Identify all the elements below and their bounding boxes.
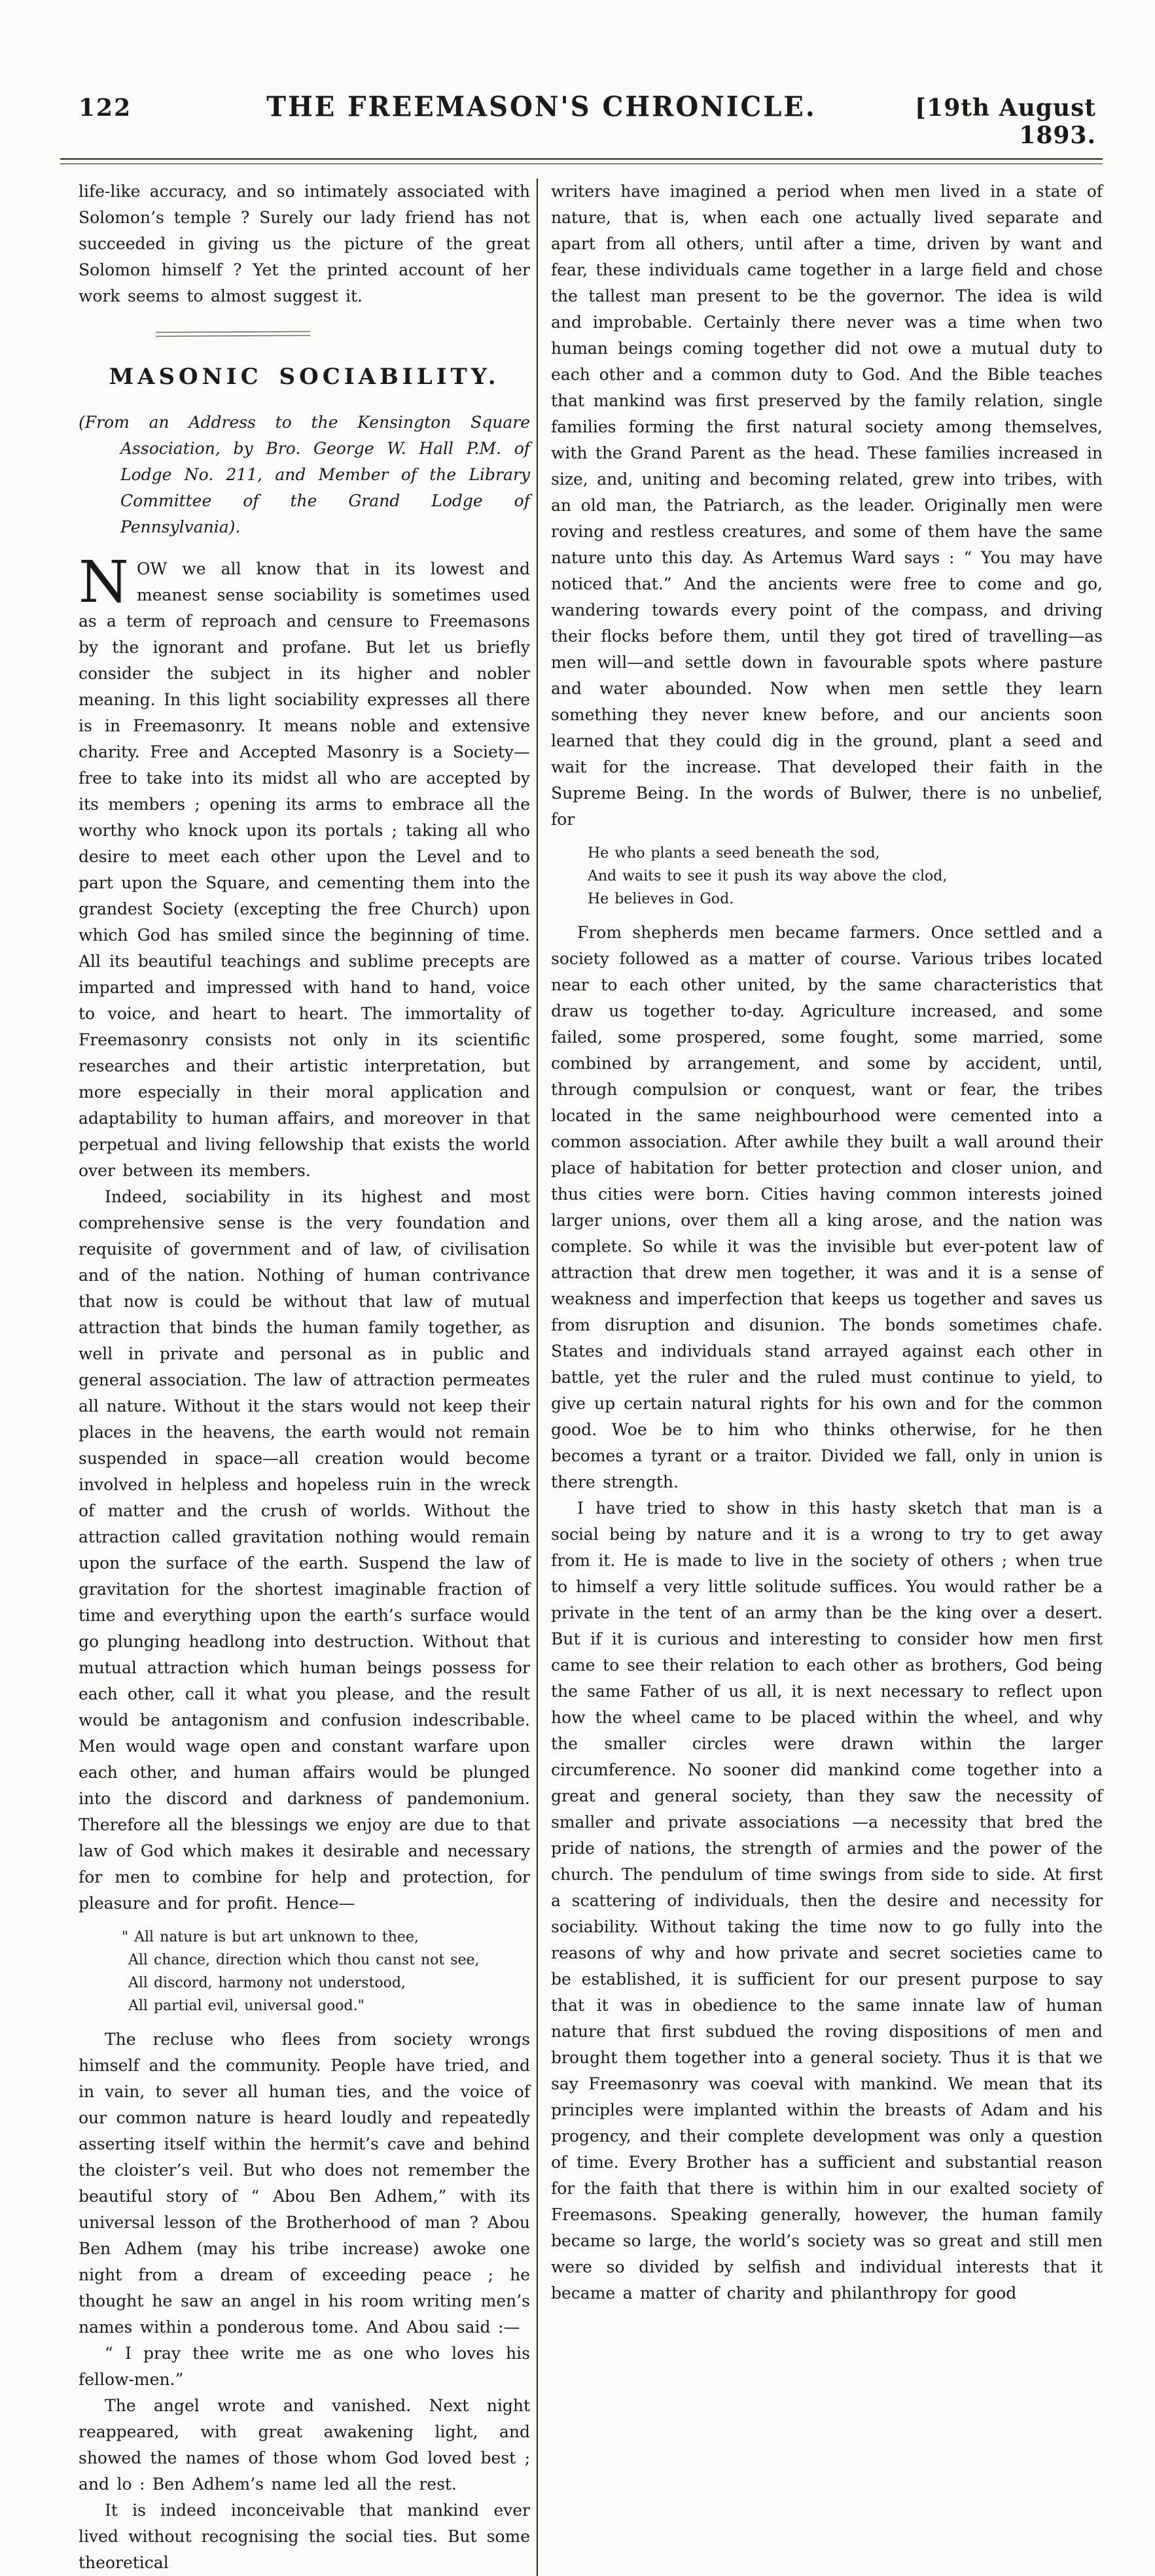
- verse-quote-bulwer: [588, 842, 1103, 911]
- verse-line: All discord, harmony not understood,: [128, 1975, 406, 1991]
- left-column: [60, 179, 530, 2576]
- verse-line: " All nature is but art unknown to thee,: [122, 1929, 419, 1945]
- verse-line: And waits to see it push its way above the clod,: [588, 868, 948, 884]
- column-divider-rule: [537, 179, 538, 2576]
- issue-date: [19th August 1893.: [915, 94, 1096, 149]
- masthead-title: THE FREEMASON'S CHRONICLE.: [266, 90, 817, 124]
- drop-cap-letter: N: [79, 548, 129, 616]
- article-paragraph: It is indeed inconceivable that mankind ever lived without recognising the social ties. But some theoretical: [79, 2501, 530, 2572]
- verse-line: All chance, direction which thou canst not see,: [128, 1952, 480, 1968]
- running-head: [60, 92, 1103, 149]
- article-paragraph: From shepherds men became farmers. Once settled and a society followed as a matter of course. Various tribes located near to each other united, by the same characteristics that draw us together to-day. Agriculture increased, and some failed, some prospered, some fought, some married, some combined by arrangement, and some by accident, until, through compulsion or conquest, want or fear, the tribes located in the same neighbourhood were cemented into a common association. After awhile they built a wall around their place of habitation for better protection and closer union, and thus cities were born. Cities having common interests joined larger unions, over them all a king arose, and the nation was complete. So while it was the invisible but ever-potent law of attraction that drew men together, it was and it is a sense of weakness and imperfection that keeps us together and saves us from disruption and disunion. The bonds sometimes chafe. States and individuals stand arrayed against each other in battle, yet the ruler and the ruled must continue to yield, to give up certain natural rights for his own and for the common good. Woe be to him who thinks otherwise, for he then becomes a tyrant or a traitor. Divided we fall, only in union is there strength.: [551, 923, 1103, 1491]
- column-layout: [60, 179, 1103, 2576]
- header-rule: [60, 158, 1103, 164]
- paragraph-text: OW we all know that in its lowest and meanest sense sociability is sometimes used as a term of reproach and censure to Freemasons by the ignorant and profane. But let us briefly consider the subject in its higher and nobler meaning. In this light sociability expresses all there is in Freemasonry. It means noble and extensive charity. Free and Accepted Masonry is a Society—free to take into its midst all who are accepted by its members ; opening its arms to embrace all the worthy who knock upon its portals ; taking all who desire to meet each other upon the Level and to part upon the Square, and cementing them into the grandest Society (excepting the free Church) upon which God has smiled since the beginning of time. All its beautiful teachings and sublime precepts are imparted and impressed with hand to hand, voice to voice, and heart to heart. The immortality of Freemasonry consists not only in its scientific researches and their artistic interpretation, but more especially in their moral application and adaptability to human affairs, and moreover in that perpetual and living fellowship that exists the world over between its members.: [79, 559, 530, 1180]
- article-paragraph-dropcap: [79, 548, 530, 1184]
- verse-line: All partial evil, universal good.": [128, 1998, 364, 2014]
- article-heading: MASONIC SOCIABILITY.: [109, 364, 500, 390]
- article-byline: (From an Address to the Kensington Square Association, by Bro. George W. Hall P.M. of Lodge No. 211, and Member of the Library Committee of the Grand Lodge of Pennsylvania).: [79, 413, 530, 536]
- article-paragraph: The angel wrote and vanished. Next night reappeared, with great awakening light, and showed the names of those whom God loved best ; and lo : Ben Adhem’s name led all the rest.: [79, 2396, 530, 2494]
- article-paragraph: I have tried to show in this hasty sketch that man is a social being by nature and it is a wrong to try to get away from it. He is made to live in the society of others ; when true to himself a very little solitude suffices. You would rather be a private in the tent of an army than be the king over a desert. But if it is curious and interesting to consider how men first came to see their relation to each other as brothers, God being the same Father of us all, it is next necessary to reflect upon how the wheel came to be placed within the wheel, and why the smaller circles were drawn within the larger circumference. No sooner did mankind come together into a great and general society, than they saw the necessity of smaller and private associations —a necessity that bred the pride of nations, the strength of armies and the power of the church. The pendulum of time swings from side to side. At first a scattering of individuals, then the desire and necessity for sociability. Without taking the time now to go fully into the reasons of why and how private and secret societies came to be established, it is sufficient for our present purpose to say that it was in obedience to the same innate law of human nature that first subdued the roving dispositions of men and brought them together into a general society. Thus it is that we say Freemasonry was coeval with mankind. We mean that its principles were implanted within the breasts of Adam and his progency, and their complete development was only a question of time. Every Brother has a sufficient and substantial reason for the faith that there is within him in our exalted society of Freemasons. Speaking generally, however, the human family became so large, the world’s society was so great and still men were so divided by selfish and individual interests that it became a matter of charity and philanthropy for good: [551, 1499, 1103, 2303]
- verse-line: He believes in God.: [588, 891, 734, 907]
- right-column: [543, 179, 1103, 2576]
- article-quote-paragraph: “ I pray thee write me as one who loves his fellow-men.”: [79, 2344, 530, 2389]
- intro-continuation-paragraph: life-like accuracy, and so intimately associated with Solomon’s temple ? Surely our lady friend has not succeeded in giving us the picture of the great Solomon himself ? Yet the printed account of her work seems to almost suggest it.: [79, 182, 530, 305]
- section-divider-rule: [156, 331, 310, 336]
- page-number: 122: [79, 94, 132, 122]
- article-paragraph: The recluse who flees from society wrongs himself and the community. People have tried, and in vain, to sever all human ties, and the voice of our common nature is heard loudly and repeatedly asserting itself within the hermit’s cave and behind the cloister’s veil. But who does not remember the beautiful story of “ Abou Ben Adhem,” with its universal lesson of the Brotherhood of man ? Abou Ben Adhem (may his tribe increase) awoke one night from a dream of exceeding peace ; he thought he saw an angel in his room writing men’s names within a ponderous tome. And Abou said :—: [79, 2030, 530, 2337]
- verse-line: He who plants a seed beneath the sod,: [588, 845, 880, 862]
- article-paragraph: writers have imagined a period when men lived in a state of nature, that is, when each one actually lived separate and apart from all others, until after a time, driven by want and fear, these individuals came together in a large field and chose the tallest man present to be the governor. The idea is wild and improbable. Certainly there never was a time when two human beings coming together did not owe a mutual duty to each other and a common duty to God. And the Bible teaches that mankind was first preserved by the family relation, single families forming the first natural society among themselves, with the Grand Parent as the head. These families increased in size, and, uniting and becoming related, grew into tribes, with an old man, the Patriarch, as the leader. Originally men were roving and restless creatures, and some of them have the same nature unto this day. As Artemus Ward says : “ You may have noticed that.” And the ancients were free to come and go, wandering towards every point of the compass, and driving their flocks before them, until they got tired of travelling—as men will—and settle down in favourable spots where pasture and water abounded. Now when men settle they learn something they never knew before, and our ancients soon learned that they could dig in the ground, plant a seed and wait for the increase. That developed their faith in the Supreme Being. In the words of Bulwer, there is no unbelief, for: [551, 182, 1103, 829]
- verse-quote-pope: [122, 1926, 530, 2017]
- article-paragraph: Indeed, sociability in its highest and most comprehensive sense is the very foundation and requisite of government and of law, of civilisation and of the nation. Nothing of human contrivance that now is could be without that law of mutual attraction that binds the human family together, as well in private and personal as in public and general association. The law of attraction permeates all nature. Without it the stars would not keep their places in the heavens, the earth would not remain suspended in space—all creation would become involved in helpless and hopeless ruin in the wreck of matter and the crush of worlds. Without the attraction called gravitation nothing would remain upon the surface of the earth. Suspend the law of gravitation for the shortest imaginable fraction of time and everything upon the earth’s surface would go plunging headlong into destruction. Without that mutual attraction which human beings possess for each other, call it what you please, and the result would be antagonism and confusion indescribable. Men would wage open and constant warfare upon each other, and human affairs would be plunged into the discord and darkness of pandemonium. Therefore all the blessings we enjoy are due to that law of God which makes it desirable and necessary for men to combine for help and protection, for pleasure and for profit. Hence—: [79, 1187, 530, 1913]
